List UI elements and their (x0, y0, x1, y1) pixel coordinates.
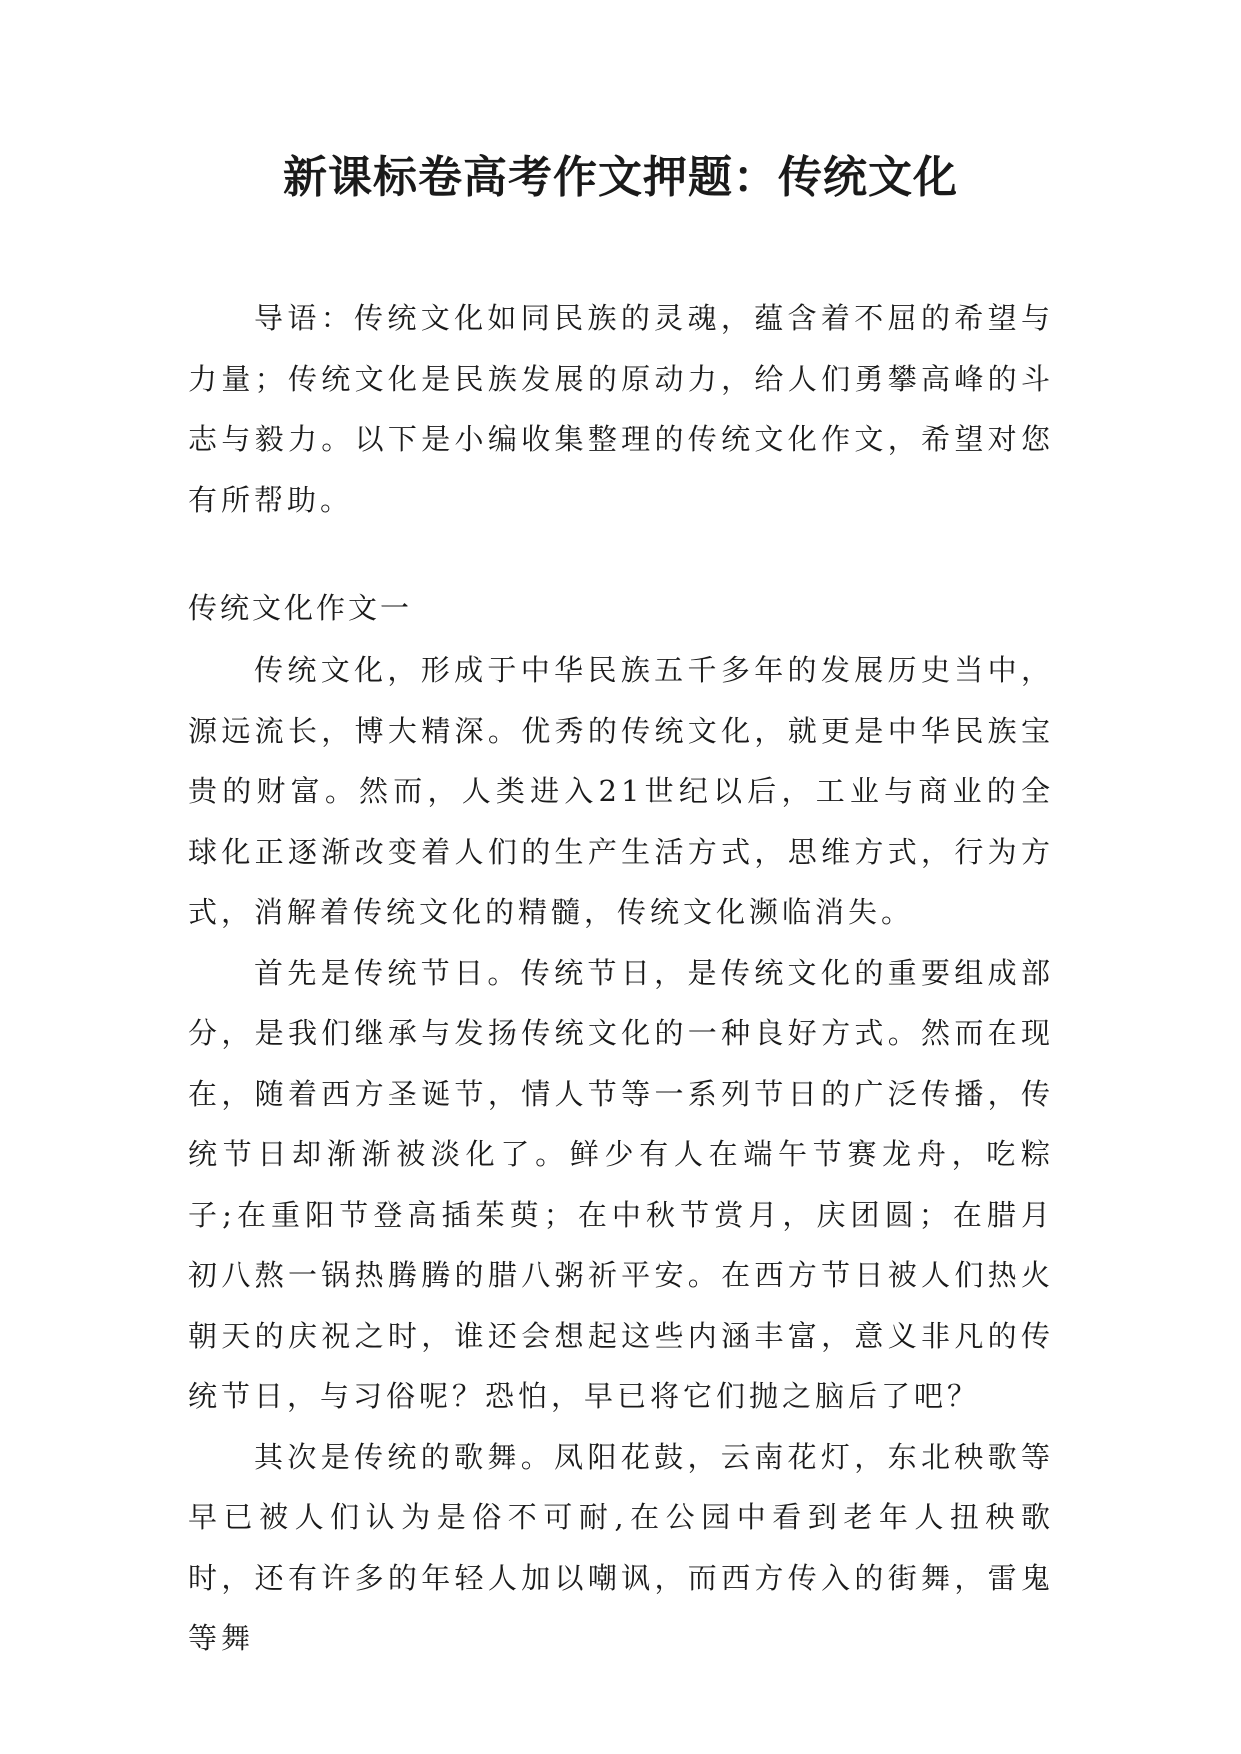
intro-paragraph: 导语：传统文化如同民族的灵魂，蕴含着不屈的希望与力量；传统文化是民族发展的原动力，给人们勇攀高峰的斗志与毅力。以下是小编收集整理的传统文化作文，希望对您有所帮助。 (188, 301, 1054, 517)
document-title: 新课标卷高考作文押题：传统文化 (283, 152, 958, 203)
section-heading: 传统文化作文一 (188, 591, 413, 625)
essay-paragraph-3: 其次是传统的歌舞。凤阳花鼓，云南花灯，东北秧歌等早已被人们认为是俗不可耐,在公园中看到老年人扭秧歌时，还有许多的年轻人加以嘲讽，而西方传入的街舞，雷鬼等舞 (188, 1439, 1054, 1655)
essay-paragraph-1: 传统文化，形成于中华民族五千多年的发展历史当中，源远流长，博大精深。优秀的传统文化，就更是中华民族宝贵的财富。然而，人类进入21世纪以后，工业与商业的全球化正逐渐改变着人们的生产生活方式，思维方式，行为方式，消解着传统文化的精髓，传统文化濒临消失。 (188, 653, 1054, 929)
essay-body (188, 640, 1054, 1669)
intro-block (188, 288, 1054, 530)
essay-paragraph-2: 首先是传统节日。传统节日，是传统文化的重要组成部分，是我们继承与发扬传统文化的一种良好方式。然而在现在，随着西方圣诞节，情人节等一系列节日的广泛传播，传统节日却渐渐被淡化了。鲜少有人在端午节赛龙舟，吃粽子;在重阳节登高插茱萸；在中秋节赏月，庆团圆；在腊月初八熬一锅热腾腾的腊八粥祈平安。在西方节日被人们热火朝天的庆祝之时，谁还会想起这些内涵丰富，意义非凡的传统节日，与习俗呢？恐怕，早已将它们抛之脑后了吧？ (188, 955, 1054, 1413)
